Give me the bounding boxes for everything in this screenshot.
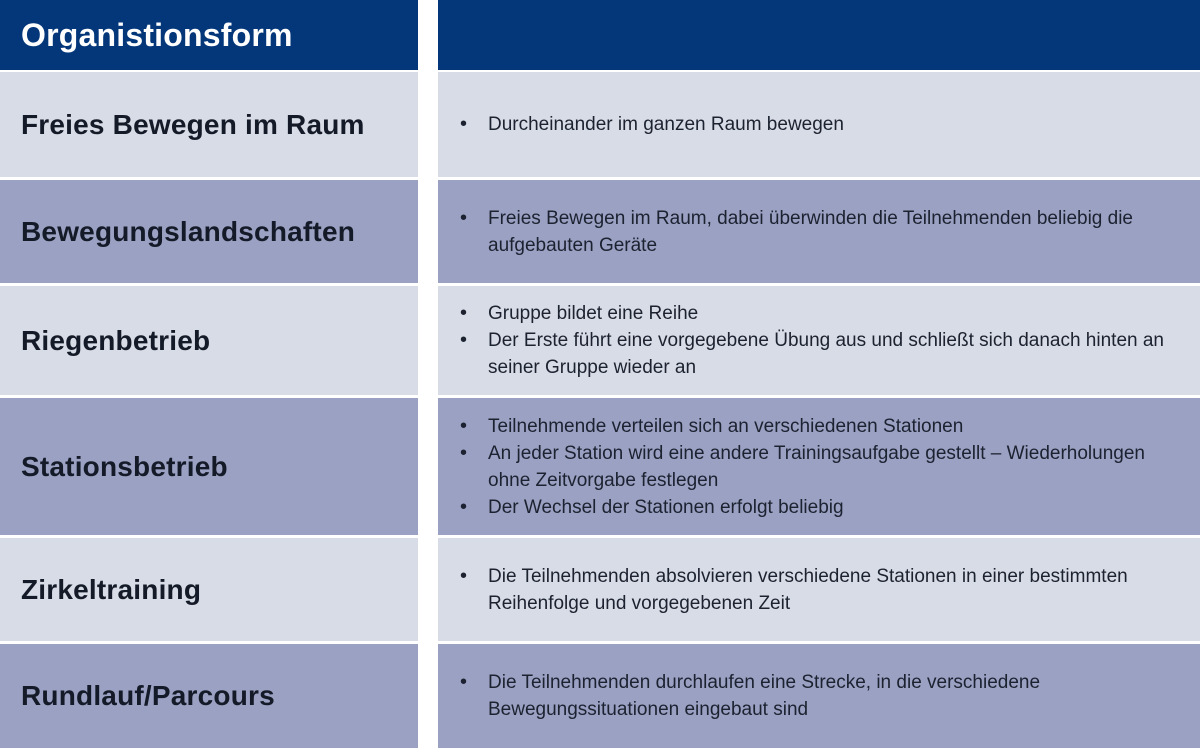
- row-label: Freies Bewegen im Raum: [21, 108, 365, 140]
- bullet-item: • Die Teilnehmenden durchlaufen eine Strecke, in die verschiedene Bewegungssituationen eingebaut sind: [460, 669, 1176, 723]
- row-description-cell: [438, 72, 1200, 177]
- row-description-cell: [438, 398, 1200, 535]
- bullet-list: [460, 563, 1176, 617]
- header-title-cell: [0, 0, 418, 70]
- row-label-cell: [0, 398, 418, 535]
- row-description-cell: [438, 644, 1200, 748]
- row-label-cell: [0, 538, 418, 641]
- bullet-list: [460, 300, 1176, 381]
- bullet-list: [460, 669, 1176, 723]
- bullet-item: • Gruppe bildet eine Reihe: [460, 300, 1176, 327]
- row-label-cell: [0, 180, 418, 283]
- bullet-list: [460, 413, 1176, 521]
- row-label: Stationsbetrieb: [21, 450, 228, 482]
- bullet-item: • Die Teilnehmenden absolvieren verschiedene Stationen in einer bestimmten Reihenfolge und vorgegebenen Zeit: [460, 563, 1176, 617]
- bullet-item: • Freies Bewegen im Raum, dabei überwinden die Teilnehmenden beliebig die aufgebauten Geräte: [460, 205, 1176, 259]
- bullet-item: • Durcheinander im ganzen Raum bewegen: [460, 111, 844, 138]
- bullet-list: [460, 111, 844, 138]
- row-label: Bewegungslandschaften: [21, 215, 356, 247]
- row-description-cell: [438, 286, 1200, 395]
- row-label: Riegenbetrieb: [21, 324, 211, 356]
- row-label-cell: [0, 72, 418, 177]
- header-title: Organistionsform: [21, 16, 293, 53]
- row-label: Rundlauf/Parcours: [21, 680, 275, 711]
- bullet-item: • Der Wechsel der Stationen erfolgt beliebig: [460, 494, 1176, 521]
- bullet-item: • Teilnehmende verteilen sich an verschiedenen Stationen: [460, 413, 1176, 440]
- row-description-cell: [438, 180, 1200, 283]
- row-label: Zirkeltraining: [21, 573, 202, 605]
- bullet-item: • An jeder Station wird eine andere Trainingsaufgabe gestellt – Wiederholungen ohne Zeitvorgabe festlegen: [460, 440, 1176, 494]
- header-description-cell: [438, 0, 1200, 70]
- row-label-cell: [0, 644, 418, 748]
- bullet-list: [460, 205, 1176, 259]
- row-label-cell: [0, 286, 418, 395]
- row-description-cell: [438, 538, 1200, 641]
- bullet-item: • Der Erste führt eine vorgegebene Übung aus und schließt sich danach hinten an seiner Gruppe wieder an: [460, 327, 1176, 381]
